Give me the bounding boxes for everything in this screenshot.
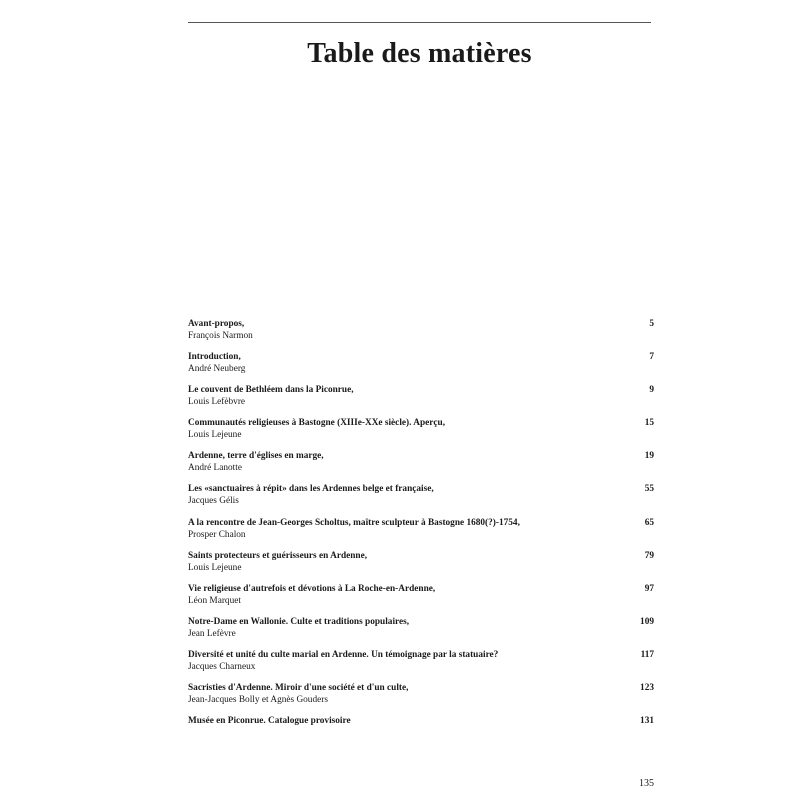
toc-entry-page: 117 [640,649,654,660]
toc-entry [188,418,654,451]
toc-entry-title: Musée en Piconrue. Catalogue provisoire [188,716,351,727]
toc-entry-title: A la rencontre de Jean-Georges Scholtus, maître sculpteur à Bastogne 1680(?)-1754, [188,517,520,528]
toc-entry [188,716,654,749]
page-number: 135 [639,778,654,789]
toc-entry [188,683,654,716]
toc-entry-page: 79 [644,550,654,561]
toc-entry [188,518,654,551]
toc-entry-title: Sacristies d'Ardenne. Miroir d'une société et d'un culte, [188,683,409,694]
toc-entry-author: André Neuberg [188,364,246,375]
toc-entry-title: Communautés religieuses à Bastogne (XIIIe-XXe siècle). Aperçu, [188,418,446,429]
toc-entry-author: Jacques Charneux [188,661,256,672]
toc-entry [188,385,654,418]
toc-entry-page: 15 [644,418,654,429]
toc-entry [188,551,654,584]
toc-entry-author: Louis Lejeune [188,430,242,441]
toc-entry-author: Léon Marquet [188,595,241,606]
page-title: Table des matières [307,38,532,69]
toc-entry-title: Les «sanctuaires à répit» dans les Ardennes belge et française, [188,484,434,495]
toc-entry-page: 19 [644,451,654,462]
toc-entry-page: 5 [649,319,654,329]
toc-entry [188,584,654,617]
toc-entry [188,319,654,352]
toc-entry [188,617,654,650]
toc-entry-page: 123 [640,683,654,694]
top-rule [188,22,651,23]
toc-entry-title: Diversité et unité du culte marial en Ardenne. Un témoignage par la statuaire? [188,649,499,660]
toc-entry [188,484,654,517]
toc-entry-page: 7 [649,352,654,363]
toc-entry-title: Ardenne, terre d'églises en marge, [188,451,324,462]
toc-entry-page: 55 [644,484,654,495]
toc-entry-page: 65 [644,517,654,528]
toc-entry-title: Introduction, [188,352,241,363]
toc-entry-page: 9 [649,385,654,396]
toc-entry-author: Louis Lefèbvre [188,397,246,408]
toc-entry-page: 131 [640,716,654,727]
toc-entry [188,451,654,484]
toc-entry-page: 97 [644,583,654,594]
toc-entry-author: Jacques Gélis [188,496,239,507]
toc-entry-title: Vie religieuse d'autrefois et dévotions à La Roche-en-Ardenne, [188,583,436,594]
table-of-contents [188,319,654,749]
toc-entry-author: François Narmon [188,331,253,341]
toc-entry-author: Jean-Jacques Bolly et Agnès Gouders [188,695,328,706]
toc-entry-title: Le couvent de Bethléem dans la Piconrue, [188,385,354,396]
toc-entry-author: Jean Lefèvre [188,628,236,639]
toc-entry-title: Avant-propos, [188,319,245,329]
toc-entry [188,650,654,683]
toc-entry-author: Prosper Chalon [188,529,246,540]
toc-entry-author: André Lanotte [188,463,242,474]
toc-entry-title: Saints protecteurs et guérisseurs en Ardenne, [188,550,368,561]
toc-entry-title: Notre-Dame en Wallonie. Culte et traditions populaires, [188,616,410,627]
toc-entry [188,352,654,385]
toc-entry-page: 109 [640,616,654,627]
toc-entry-author: Louis Lejeune [188,562,242,573]
